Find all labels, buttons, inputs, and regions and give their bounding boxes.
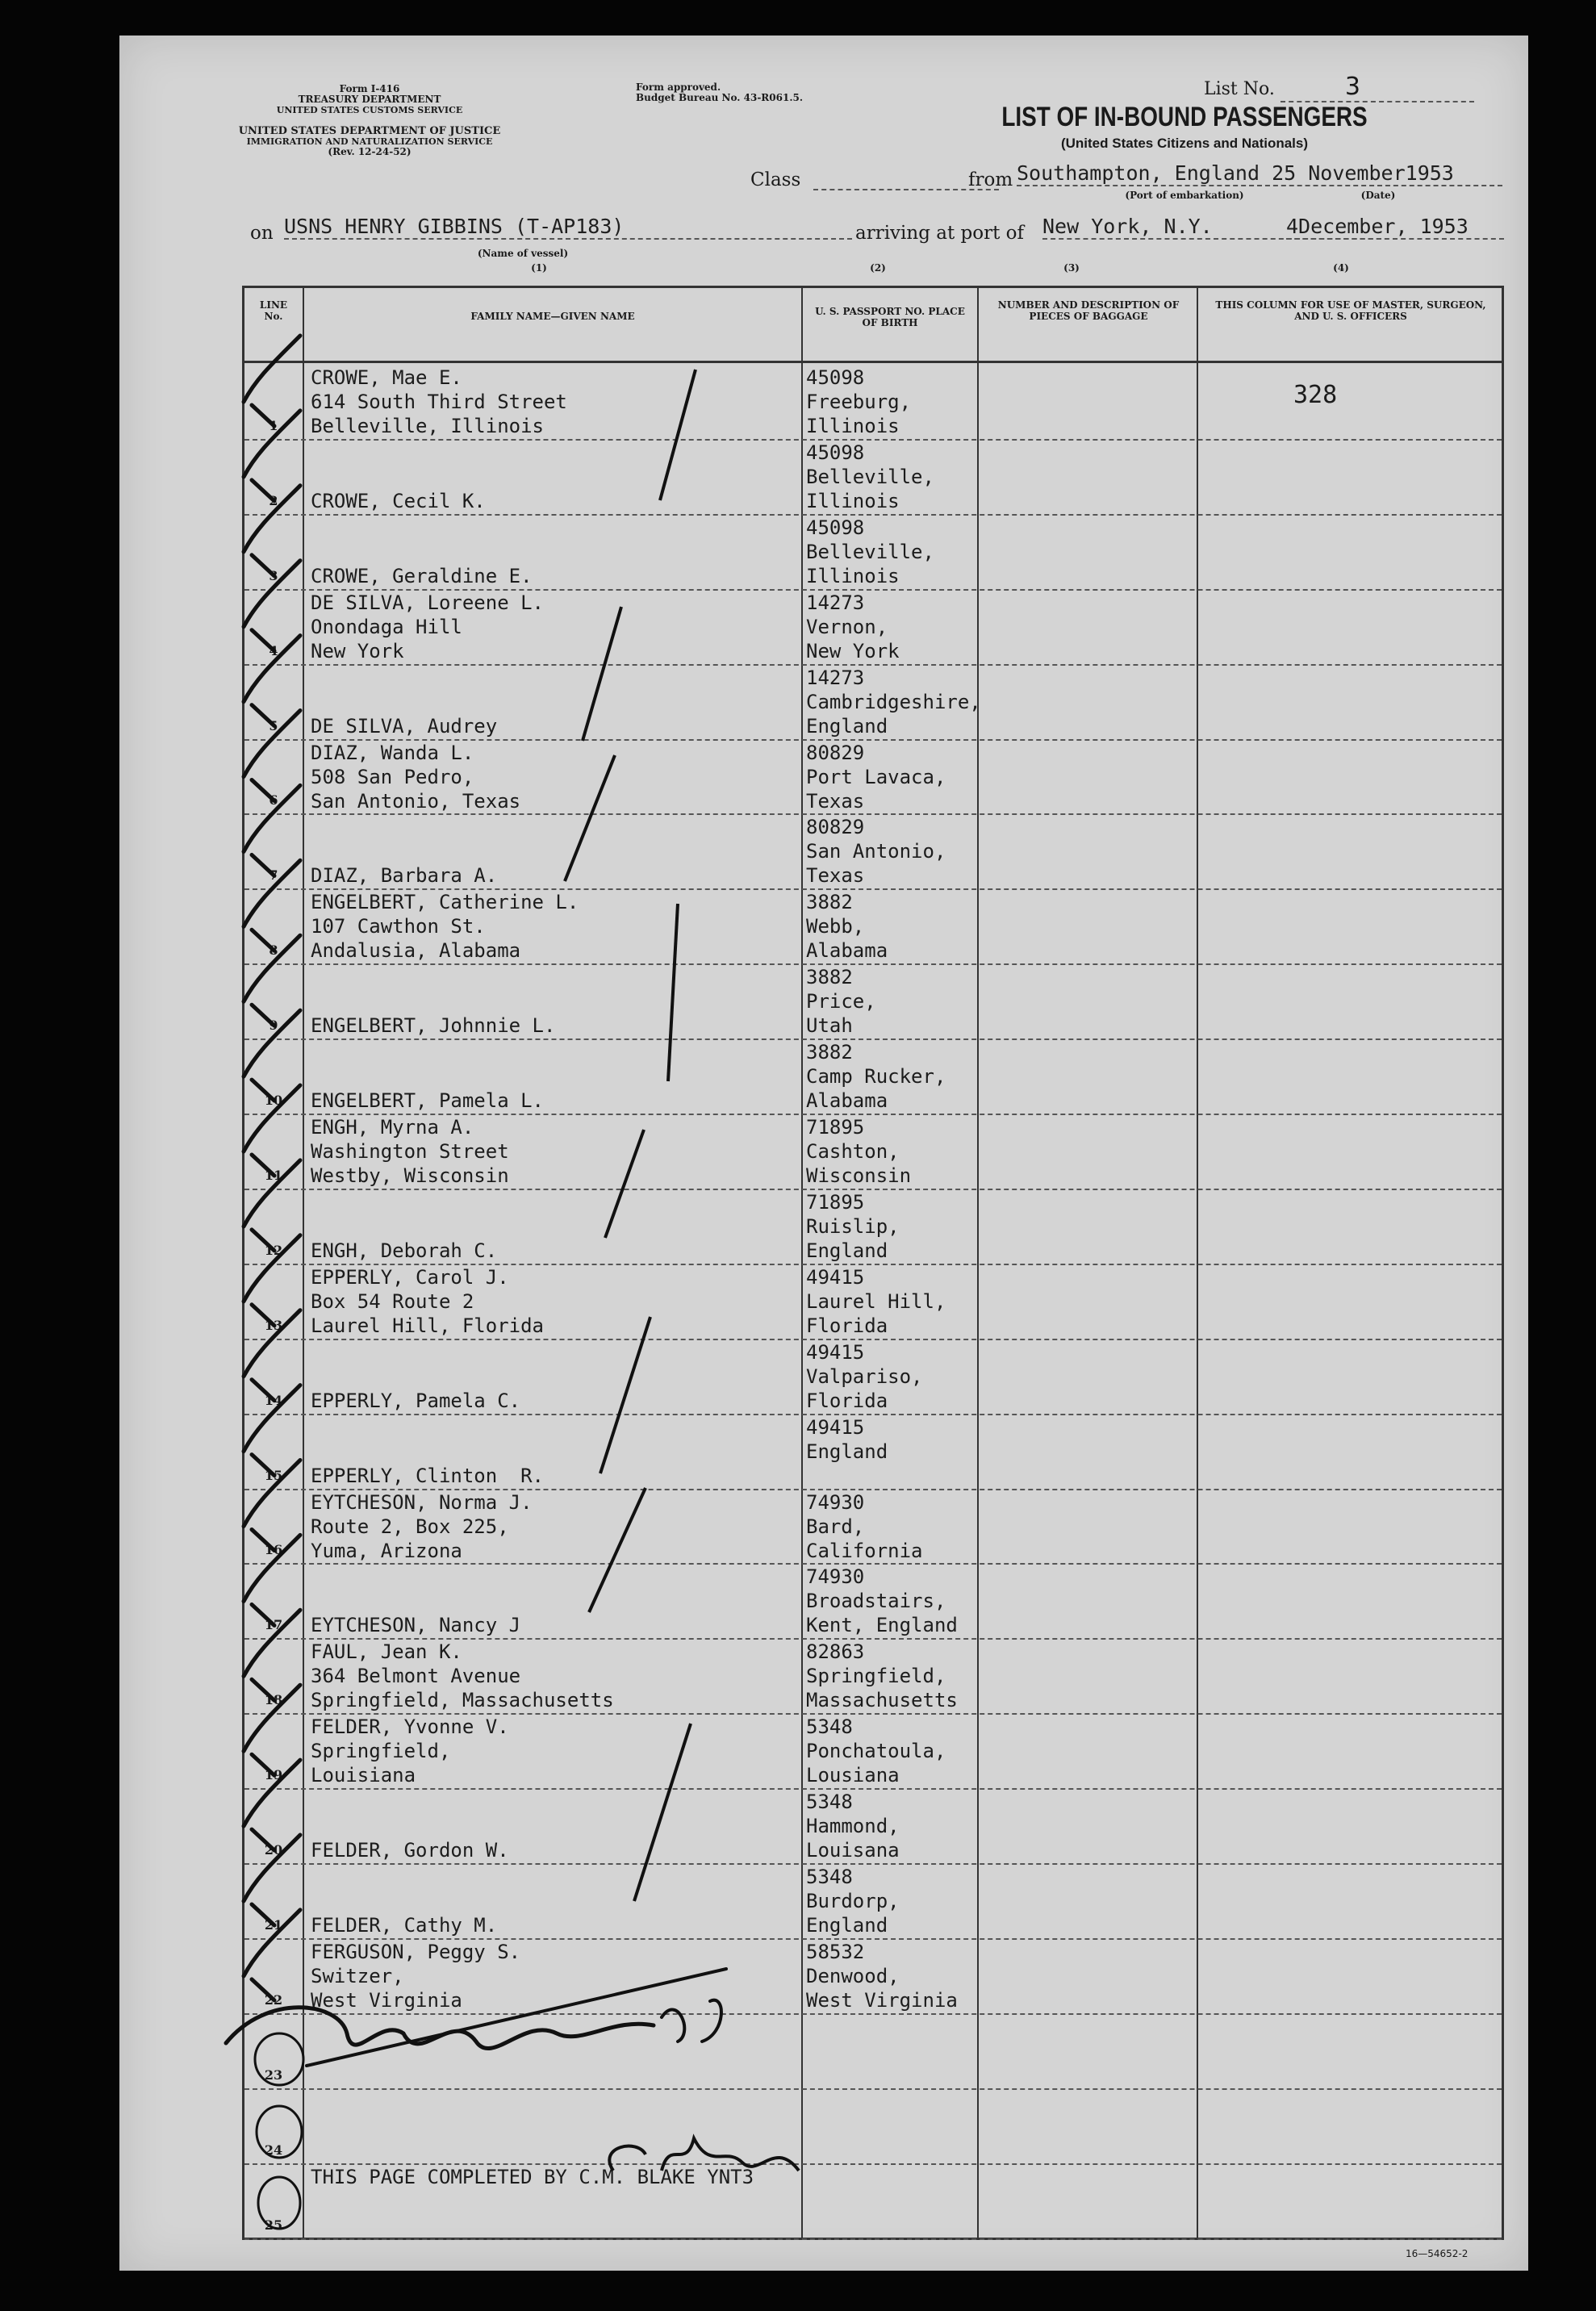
line-number: 8 [269,942,278,959]
passenger-name: ENGELBERT, Catherine L. 107 Cawthon St. Andalusia, Alabama [311,891,579,963]
passenger-table [242,286,1504,2240]
page-subtitle: (United States Citizens and Nationals) [1060,136,1309,151]
list-no-label: List No. [1204,79,1275,99]
row-rule [244,2013,1502,2015]
line-number: 20 [264,1842,283,1858]
passport-birthplace: 5348 Ponchatoula, Lousiana [806,1715,946,1787]
passport-birthplace: 3882 Webb, Alabama [806,891,888,963]
passenger-name: DIAZ, Wanda L. 508 San Pedro, San Antonio, Texas [311,741,521,813]
passenger-name: EYTCHESON, Nancy J [311,1614,521,1637]
line-number: 24 [264,2142,283,2158]
passenger-name: DIAZ, Barbara A. [311,864,498,888]
passport-birthplace: 5348 Hammond, Louisana [806,1791,900,1862]
ins-service: IMMIGRATION AND NATURALIZATION SERVICE [246,136,493,147]
line-number: 15 [264,1467,283,1483]
justice-block [208,126,531,157]
page-title: LIST OF IN-BOUND PASSENGERS [1001,102,1368,132]
line-number: 7 [269,867,278,884]
list-no-value: 3 [1281,73,1474,102]
passenger-name: CROWE, Cecil K. [311,489,486,512]
passport-birthplace: 49415 England [806,1415,888,1463]
line-number: 21 [264,1916,283,1933]
passport-birthplace: 49415 Valpariso, Florida [806,1340,923,1412]
passenger-name: CROWE, Mae E. 614 South Third Street Belleville, Illinois [311,366,567,437]
header-name: FAMILY NAME—GIVEN NAME [470,311,635,322]
passport-birthplace: 45098 Belleville, Illinois [806,441,934,512]
line-number: 25 [264,2217,283,2233]
passport-birthplace: 5348 Burdorp, England [806,1866,900,1937]
embarkation-year: 1953 [1405,161,1454,185]
vessel-caption: (Name of vessel) [477,248,569,259]
line-number: 2 [269,492,278,508]
col-num-3: (3) [1063,262,1080,274]
officer-note: 328 [1293,381,1338,409]
line-number: 9 [269,1018,278,1034]
passport-birthplace: 82863 Springfield, Massachusetts [806,1640,958,1712]
passenger-name: EPPERLY, Pamela C. [311,1389,521,1412]
header-baggage: NUMBER AND DESCRIPTION OF PIECES OF BAGGAGE [997,299,1180,322]
on-label: on [250,223,274,244]
passport-birthplace: 80829 Port Lavaca, Texas [806,741,946,813]
col-num-1: (1) [531,262,547,274]
header-passport: U. S. PASSPORT NO. PLACE OF BIRTH [815,306,965,328]
line-number: 3 [269,567,278,583]
revision-date: (Rev. 12-24-52) [328,146,412,157]
passport-birthplace: 45098 Belleville, Illinois [806,516,934,587]
line-number: 1 [269,417,278,433]
approval-block [636,82,829,103]
line-number: 6 [269,792,278,809]
passenger-name: ENGELBERT, Pamela L. [311,1089,544,1113]
from-value [1017,161,1502,186]
arriving-label: arriving at port of [855,223,1024,244]
form-approved: Form approved. [636,81,721,93]
col-num-4: (4) [1333,262,1349,274]
vessel-name: USNS HENRY GIBBINS (T-AP183) [284,215,852,240]
passport-birthplace: 3882 Camp Rucker, Alabama [806,1041,946,1113]
passport-birthplace: 45098 Freeburg, Illinois [806,366,912,437]
passport-birthplace: 74930 Bard, California [806,1490,923,1562]
passenger-name: DE SILVA, Loreene L. Onondaga Hill New York [311,591,544,662]
passport-birthplace: 49415 Laurel Hill, Florida [806,1265,946,1337]
line-number: 16 [264,1542,283,1558]
line-number: 19 [264,1767,283,1783]
embarkation-port-date: Southampton, England 25 November [1017,161,1406,185]
passenger-name: FELDER, Gordon W. [311,1839,509,1862]
passport-birthplace: 71895 Ruislip, England [806,1190,900,1262]
passport-birthplace: 58532 Denwood, West Virginia [806,1940,958,2012]
passport-birthplace: 3882 Price, Utah [806,966,876,1038]
passenger-name: FERGUSON, Peggy S. Switzer, West Virginia [311,1940,521,2012]
customs-service: UNITED STATES CUSTOMS SERVICE [276,105,463,115]
line-number: 13 [264,1317,283,1333]
passenger-name: CROWE, Geraldine E. [311,564,533,587]
passenger-name: ENGH, Deborah C. [311,1239,498,1262]
passenger-name: FELDER, Cathy M. [311,1914,498,1937]
col-num-2: (2) [870,262,886,274]
passenger-name: DE SILVA, Audrey [311,714,498,738]
line-number: 17 [264,1617,283,1633]
passenger-name: EPPERLY, Clinton R. [311,1464,544,1487]
class-label: Class [750,169,801,190]
passport-birthplace: 74930 Broadstairs, Kent, England [806,1565,958,1637]
from-label: from [968,169,1013,190]
passenger-name: EPPERLY, Carol J. Box 54 Route 2 Laurel Hill, Florida [311,1265,544,1337]
line-number: 10 [264,1093,283,1108]
line-number: 23 [264,2067,283,2083]
passenger-name: THIS PAGE COMPLETED BY C.M. BLAKE YNT3 [311,2165,754,2188]
passenger-name: EYTCHESON, Norma J. Route 2, Box 225, Yuma, Arizona [311,1490,533,1562]
passenger-name: ENGELBERT, Johnnie L. [311,1014,556,1038]
passport-birthplace: 80829 San Antonio, Texas [806,816,946,888]
budget-bureau: Budget Bureau No. 43-R061.5. [636,92,804,103]
arrival-port: New York, N.Y. [1042,215,1381,240]
treasury-dept: TREASURY DEPARTMENT [298,94,441,105]
passport-birthplace: 14273 Vernon, New York [806,591,900,662]
passenger-name: FELDER, Yvonne V. Springfield, Louisiana [311,1715,509,1787]
header-officers: THIS COLUMN FOR USE OF MASTER, SURGEON, AND U. S. OFFICERS [1215,299,1486,322]
line-number: 18 [264,1692,283,1708]
justice-dept: UNITED STATES DEPARTMENT OF JUSTICE [238,125,501,137]
line-number: 4 [269,642,278,658]
passenger-name: ENGH, Myrna A. Washington Street Westby, Wisconsin [311,1116,509,1187]
header-rule [244,361,1502,363]
manifest-sheet [119,36,1528,2271]
line-number: 14 [264,1392,283,1408]
arrival-date: 4December, 1953 [1286,215,1504,240]
row-rule [244,2088,1502,2090]
line-number: 22 [264,1991,283,2008]
line-number: 11 [264,1167,283,1183]
form-number: Form I-416 [339,83,400,94]
header-line-no: LINE No. [259,299,288,322]
port-caption: (Port of embarkation) [1125,190,1244,201]
passport-birthplace: 71895 Cashton, Wisconsin [806,1116,912,1187]
passport-birthplace: 14273 Cambridgeshire, England [806,666,981,738]
line-number: 5 [269,717,278,733]
print-code: 16—54652-2 [1406,2248,1469,2259]
form-dept-block [216,84,523,115]
row-rule [244,2238,1502,2240]
line-number: 12 [264,1242,283,1258]
date-caption: (Date) [1360,190,1396,201]
passenger-name: FAUL, Jean K. 364 Belmont Avenue Springfield, Massachusetts [311,1640,614,1712]
list-no [1204,73,1474,102]
